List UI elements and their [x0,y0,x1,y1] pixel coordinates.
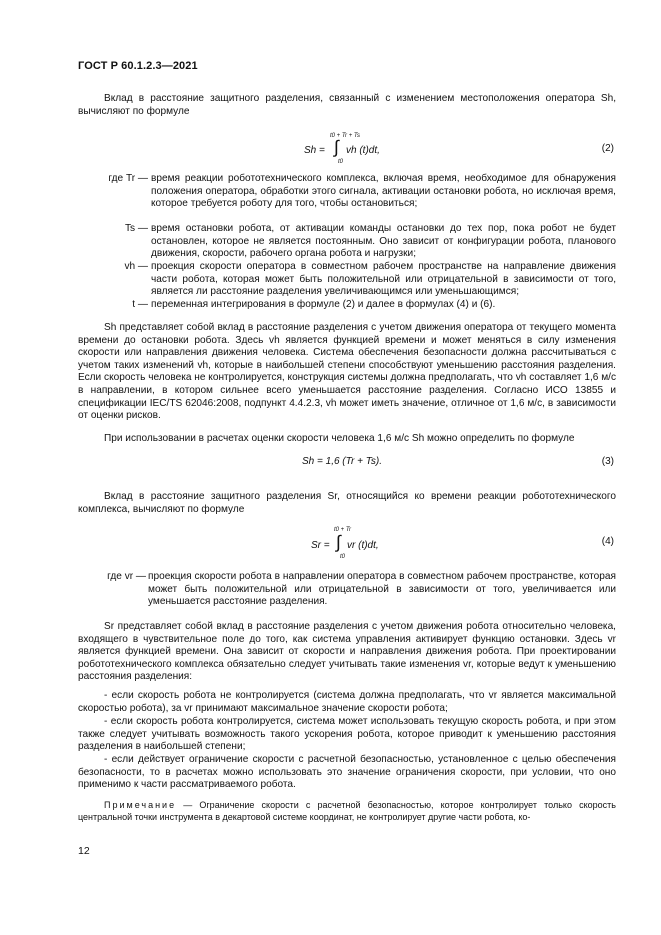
formula-3: Sh = 1,6 (Tr + Ts). [302,456,383,467]
definition-ts [78,223,616,261]
paragraph-sh-intro: Вклад в расстояние защитного разделения, связанный с изменением местоположения оператора Sh, вычисляют по формуле [78,93,616,117]
definitions-list-1 [78,173,616,312]
formula-4-number: (4) [601,536,614,547]
definition-term: где Tr — [108,173,148,184]
definition-text: время реакции робототехнического комплекса, включая время, необходимое для обнаружения положения оператора, обработки этого сигнала, активации остановки робота, но исключая время, которое требуется роботу для того, чтобы остановиться; [151,173,616,210]
integral-icon: ∫ [336,532,341,552]
bullet-item: - если действует ограничение скорости с расчетной безопасностью, установленное с целью обеспечения безопасности, то в расчетах можно использовать это значение ограничения скорости, при условии, что оно применимо к части рассматриваемого робота. [78,754,616,791]
formula-4-lower-limit: t0 [340,554,346,560]
document-header: ГОСТ Р 60.1.2.3—2021 [78,60,198,72]
formula-4-lhs: Sr = [311,540,330,551]
definition-t [78,299,616,312]
note [78,799,616,823]
definition-tr [78,173,616,223]
definition-text: переменная интегрирования в формуле (2) и далее в формулах (4) и (6). [151,299,496,310]
paragraph-sr-description: Sr представляет собой вклад в расстояние разделения с учетом движения робота относительно человека, входящего в чувствительное поле до того, как система управления активирует функцию остановки. Здесь vr является функцией времени. Она зависит от скорости и направления движения робота. При проектировании робототехнического комплекса обязательно следует учитывать такие изменения vr, которые ведут к уменьшению расстояния разделения: [78,621,616,683]
formula-3-number: (3) [601,456,614,467]
definition-vr [78,571,616,609]
page-number: 12 [78,845,90,857]
definition-term: vh — [124,261,148,272]
note-text: — Ограничение скорости с расчетной безопасностью, которое контролирует только скорость центральной точки инструмента в декартовой системе координат, не контролирует другие части робота, ко- [78,800,616,822]
formula-2-upper-limit: t0 + Tr + Ts [330,133,361,139]
definition-term: t — [132,299,148,310]
paragraph-sh-estimate: При использовании в расчетах оценки скорости человека 1,6 м/с Sh можно определить по формуле [104,433,575,444]
bullet-item: - если скорость робота контролируется, система может использовать текущую скорость робота, и при этом также следует учитывать возможность такого ускорения робота, которое приводит к уменьшению расстояния разделения в наибольшей степени; [78,716,616,753]
formula-2-integrand: vh (t)dt, [346,145,380,156]
definition-text: проекция скорости робота в направлении оператора в совместном рабочем пространстве, которая может быть положительной или отрицательной в зависимости от того, увеличивается или уменьшается расстояние разделения. [148,571,616,608]
note-label: Примечание [104,800,177,810]
formula-2-lhs: Sh = [304,145,325,156]
definition-text: проекция скорости оператора в совместном рабочем пространстве на направление движения части робота, которая может быть положительной или отрицательной в зависимости от того, является ли расстояние разделения увеличивающимся или уменьшающимся; [151,261,616,298]
definition-vh [78,261,616,299]
integral-icon: ∫ [334,137,339,157]
definition-term: Ts — [125,223,148,234]
paragraph-sh-description: Sh представляет собой вклад в расстояние разделения с учетом движения оператора от текущего момента времени до остановки робота. Здесь vh является функцией времени и может меняться в силу изменения скорости или направления движения человека. Система обеспечения безопасности должна рассчитываться с учетом таких изменений vh, которые в наибольшей степени способствуют уменьшению расстояния разделения. Если скорость человека не контролируется, конструкция системы должна предполагать, что vh составляет 1,6 м/с в направлении, в котором сильнее всего уменьшается расстояние разделения. Согласно ИСО 13855 и спецификации IEC/TS 62046:2008, подпункт 4.4.2.3, vh может иметь значение, отличное от 1,6 м/с, в зависимости от оценки рисков. [78,322,616,422]
definitions-list-2 [78,571,616,609]
bullet-item: - если скорость робота не контролируется (система должна предполагать, что vr является максимальной скоростью робота), за vr принимают максимальное значение скорости робота; [78,690,616,714]
formula-2-lower-limit: t0 [338,159,344,165]
definition-term: где vr — [107,571,146,582]
formula-2-number: (2) [601,143,614,154]
formula-4-integrand: vr (t)dt, [347,540,379,551]
paragraph-sr-intro: Вклад в расстояние защитного разделения Sr, относящийся ко времени реакции робототехнического комплекса, вычисляют по формуле [78,491,616,515]
formula-4-upper-limit: t0 + Tr [334,527,352,533]
definition-text: время остановки робота, от активации команды остановки до тех пор, пока робот не будет остановлен, которое не является постоянным. Оно зависит от конфигурации робота, планового движения, скорости, рабочего органа робота и нагрузки; [151,223,616,260]
